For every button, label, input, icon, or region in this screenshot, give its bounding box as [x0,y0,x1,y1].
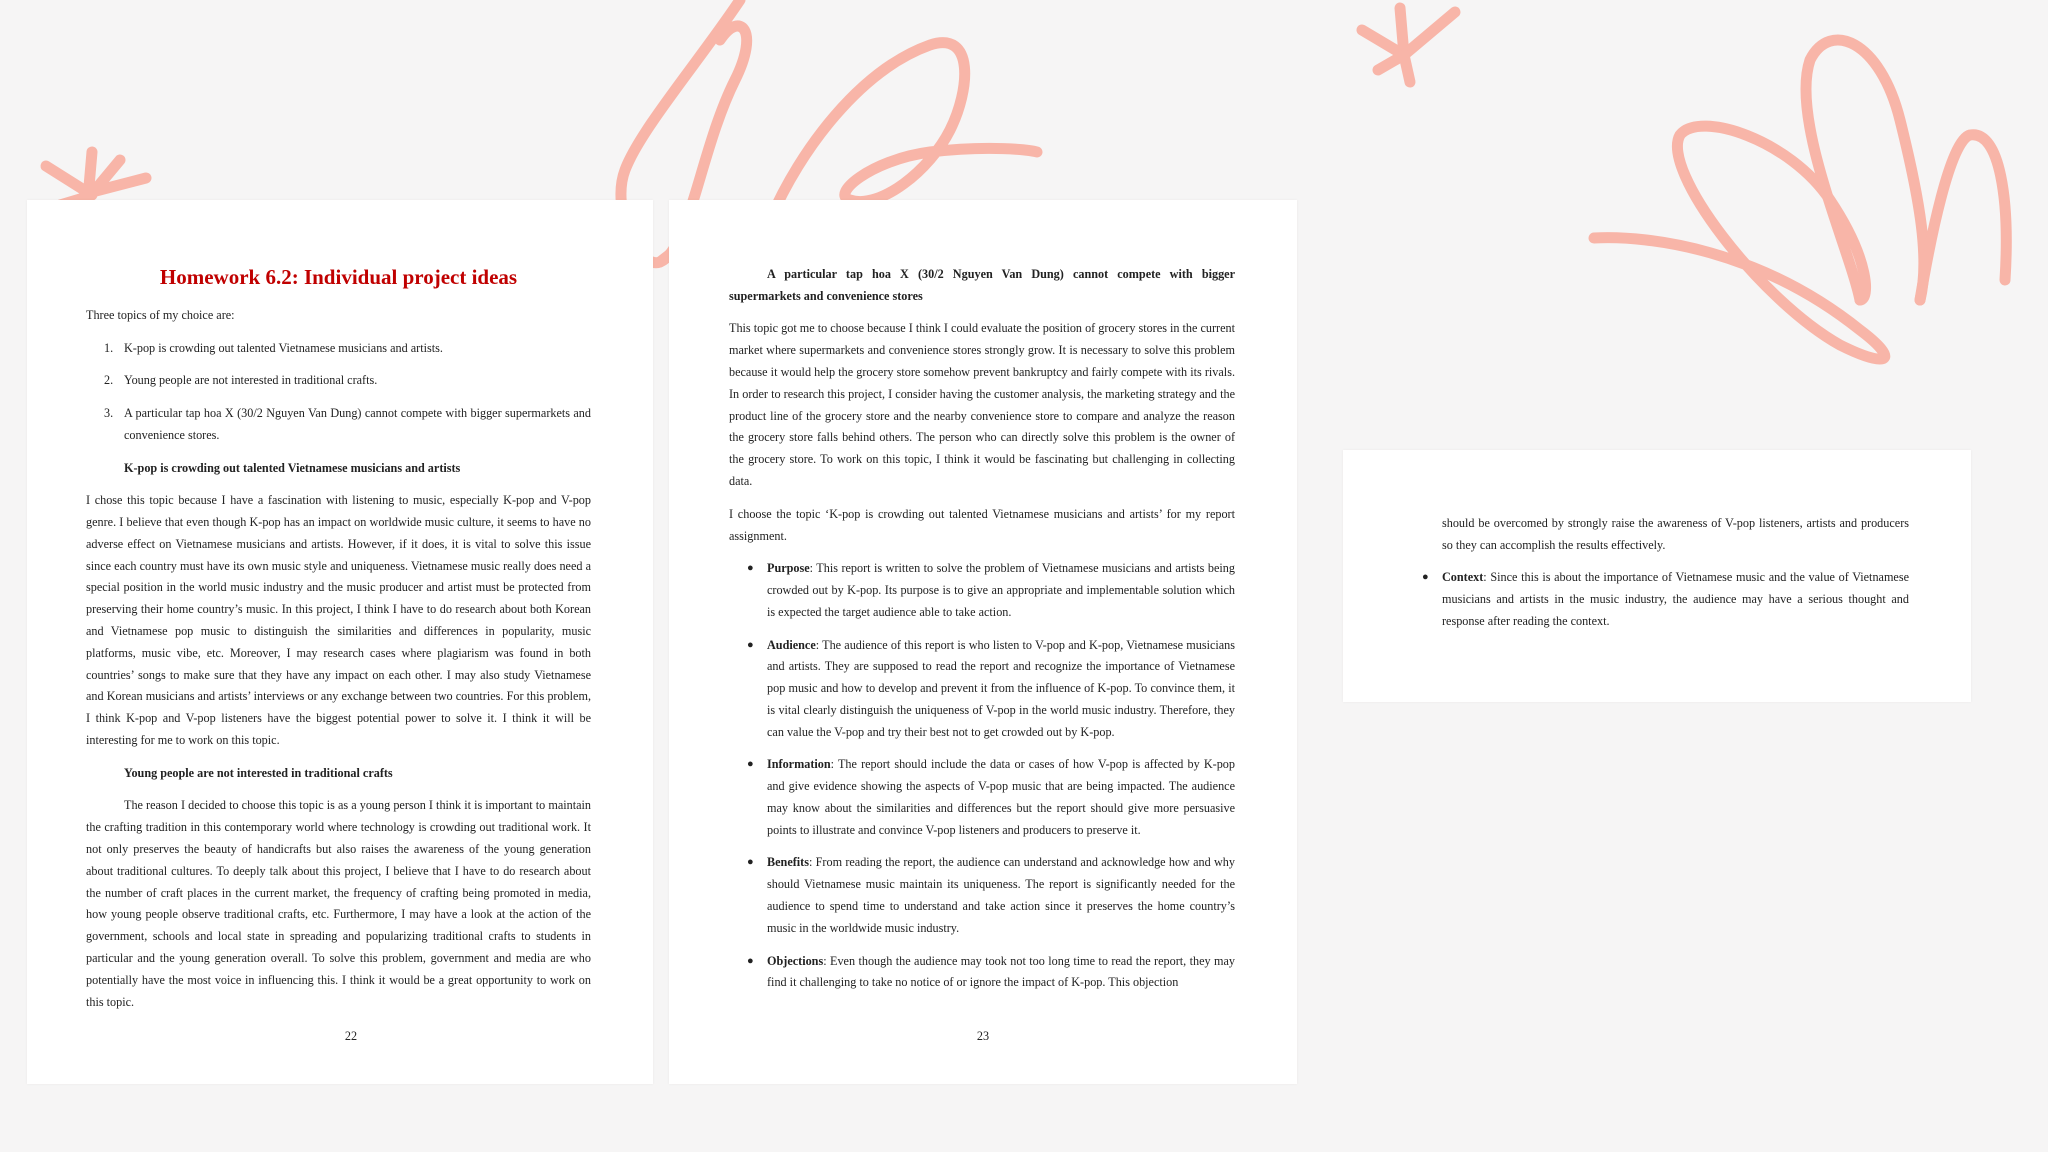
list-item-audience: ● Audience: The audience of this report is who listen to V-pop and K-pop, Vietnamese musicians and artists. They are supposed to read the report and recognize the importance of Vietnamese pop music and how to develop and prevent it from the influence of K-pop. To convince them, it is vital clearly distinguish the uniqueness of V-pop in the world music industry. Therefore, they can value the V-pop and try their best not to get crowded out by K-pop. [747,637,1235,739]
topics-list [86,338,591,447]
asterisk-doodle-icon [1362,8,1455,82]
section-heading-crafts: Young people are not interested in traditional crafts [124,765,393,780]
list-item-objections: ● Objections: Even though the audience may took not too long time to read the report, they may find it challenging to take no notice of or ignore the impact of K-pop. This objection [747,953,1235,990]
document-page-24 [1343,450,1971,702]
section-heading-grocery: A particular tap hoa X (30/2 Nguyen Van Dung) cannot compete with bigger supermarkets and convenience stores [729,267,1235,303]
list-item-purpose: ● Purpose: This report is written to solve the problem of Vietnamese musicians and artists being crowded out by K-pop. Its purpose is to give an appropriate and implementable solution which is expected the target audience able to take action. [747,561,1235,619]
list-item-benefits: ● Benefits: From reading the report, the audience can understand and acknowledge how and why should Vietnamese music maintain its uniqueness. The report is significantly needed for the audience to spend time to understand and take action since it preserves the home country’s music in the worldwide music industry. [747,855,1235,935]
list-item: 1. K-pop is crowding out talented Vietnamese musicians and artists. [104,340,443,355]
asterisk-doodle-icon [46,152,146,205]
section-heading-kpop: K-pop is crowding out talented Vietnamese musicians and artists [124,460,461,475]
continuation-text: should be overcomed by strongly raise the awareness of V-pop listeners, artists and producers so they can accomplish the results effectively. [1442,516,1909,552]
report-aspects-list [1422,567,1909,632]
report-aspects-list [729,558,1235,994]
document-page-23 [669,200,1297,1084]
paragraph-grocery: This topic got me to choose because I think I could evaluate the position of grocery stores in the current market where supermarkets and convenience stores strongly grow. It is necessary to solve this problem because it would help the grocery store somehow prevent bankruptcy and fairly compete with its rivals. In order to research this project, I consider having the customer analysis, the marketing strategy and the product line of the grocery store and the nearby convenience store to compare and analyze the reason the grocery store falls behind others. The person who can directly solve this problem is the owner of the grocery store. To work on this topic, I think it would be fascinating but challenging in collecting data. [729,321,1235,489]
paragraph-crafts: The reason I decided to choose this topic is as a young person I think it is important to maintain the crafting tradition in this contemporary world where technology is crowding out traditional work. It not only preserves the beauty of handicrafts but also raises the awareness of the young generation about traditional cultures. To deeply talk about this project, I believe that I have to do research about the number of craft places in the current market, the frequency of crafting being promoted in media, how young people observe traditional crafts, etc. Furthermore, I may have a look at the action of the government, schools and local state in spreading and popularizing traditional crafts to students in particular and the young generation overall. To solve this problem, government and media are who potentially have the most voice in influencing this. I think it would be a great opportunity to work on this topic. [86,798,591,1009]
list-item: 3. A particular tap hoa X (30/2 Nguyen Van Dung) cannot compete with bigger supermarkets and convenience stores. [104,406,591,442]
page-title: Homework 6.2: Individual project ideas [159,265,518,289]
page-number: 23 [976,1029,990,1043]
paragraph-kpop: I chose this topic because I have a fascination with listening to music, especially K-pop and V-pop genre. I believe that even though K-pop has an impact on worldwide music culture, it seems to have no adverse effect on Vietnamese musicians and artists. However, if it does, it is vital to solve this issue since each country must have its own music style and uniqueness. Vietnamese music really does need a special position in the world music industry and the music producer and artist must be protected from preserving their home country’s music. In this project, I think I have to do research about both Korean and Vietnamese pop music to distinguish the similarities and differences in popularity, music platforms, music vibe, etc. Moreover, I may research cases where plagiarism was found in both countries’ songs to make sure that they have any impact on each other. I may also study Vietnamese and Korean musicians and artists’ interviews or any exchange between two countries. For this problem, I think K-pop and V-pop listeners have the biggest potential power to solve it. I think it will be interesting for me to work on this topic. [86,493,591,747]
scribble-doodle-icon [1594,40,2006,359]
document-page-22 [27,200,653,1084]
intro-text: Three topics of my choice are: [86,308,235,322]
list-item-information: ● Information: The report should include the data or cases of how V-pop is affected by K-pop and give evidence showing the aspects of V-pop music that are being impacted. The audience may know about the similarities and differences but the report should give more persuasive points to illustrate and convince V-pop listeners and producers to preserve it. [747,757,1235,837]
page-number: 22 [344,1029,358,1043]
paragraph-choice: I choose the topic ‘K-pop is crowding out talented Vietnamese musicians and artists’ for my report assignment. [729,506,1235,543]
list-item-context: ● Context: Since this is about the importance of Vietnamese music and the value of Vietnamese musicians and artists in the music industry, the audience may have a serious thought and response after reading the context. [1422,570,1909,629]
list-item: 2. Young people are not interested in traditional crafts. [104,373,378,388]
